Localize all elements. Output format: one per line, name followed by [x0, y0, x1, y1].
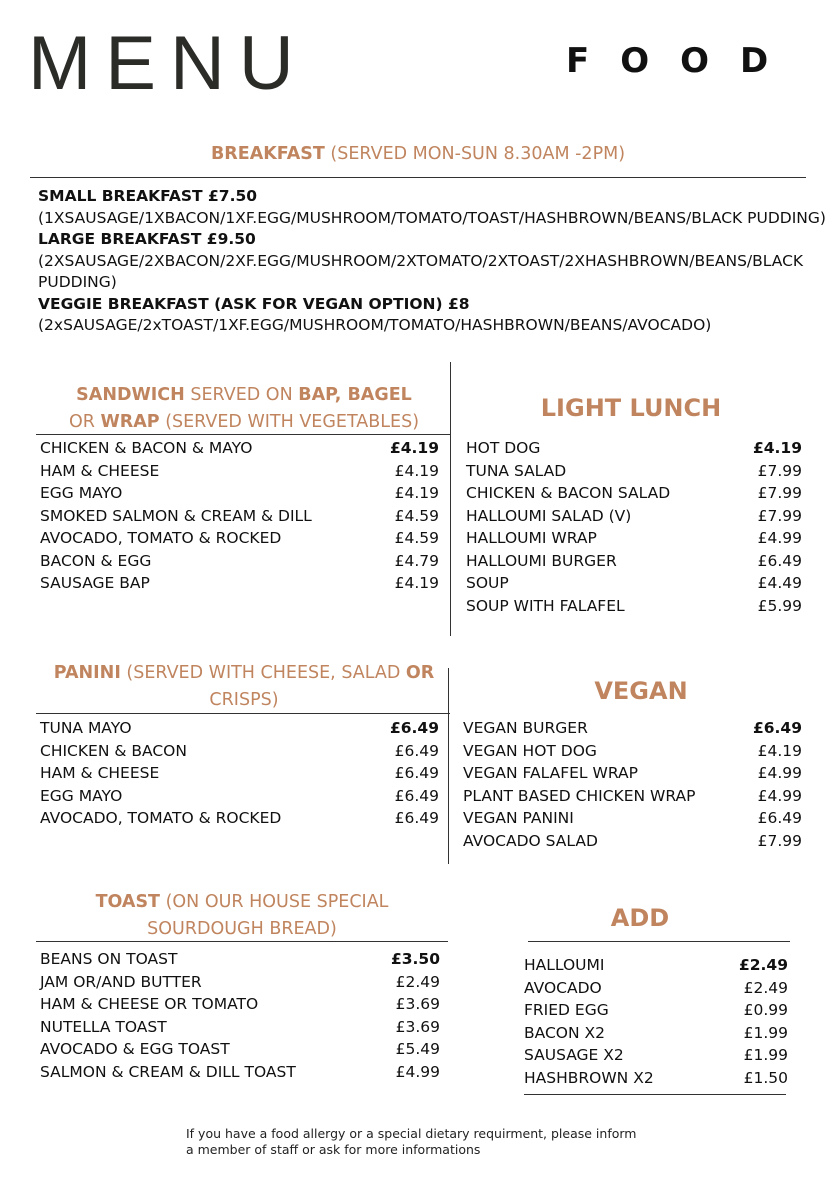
menu-item: [463, 785, 802, 808]
menu-item: [524, 999, 788, 1022]
menu-item-price: £7.99: [757, 506, 802, 525]
menu-item-name: JAM OR/AND BUTTER: [40, 972, 202, 991]
menu-item: [40, 807, 439, 830]
sandwich-heading-bold: WRAP: [100, 412, 160, 432]
vegan-heading: VEGAN: [594, 677, 688, 705]
toast-heading-text: SOURDOUGH BREAD): [147, 919, 337, 939]
menu-item-price: £0.99: [743, 1001, 788, 1019]
menu-item: [40, 762, 439, 785]
breakfast-heading-rest: (SERVED MON-SUN 8.30AM -2PM): [324, 144, 626, 164]
menu-title: MENU: [28, 21, 308, 106]
menu-item: [40, 971, 440, 994]
menu-item-name: VEGAN FALAFEL WRAP: [463, 764, 638, 782]
menu-item-name: SOUP: [466, 574, 509, 592]
allergy-note: [186, 1126, 636, 1158]
add-heading: ADD: [610, 904, 670, 932]
menu-item-name: SOUP WITH FALAFEL: [466, 596, 625, 615]
menu-item-name: AVOCADO: [524, 978, 602, 997]
menu-item: [463, 830, 802, 853]
menu-item: [466, 437, 802, 460]
menu-item-price: £2.49: [395, 972, 440, 991]
menu-item-name: HALLOUMI: [524, 956, 605, 974]
toast-heading: [36, 889, 448, 943]
menu-item-price: £4.59: [394, 529, 439, 547]
breakfast-heading: [30, 141, 806, 168]
menu-item-name: EGG MAYO: [40, 484, 123, 502]
menu-item-name: CHICKEN & BACON SALAD: [466, 484, 671, 502]
vegan-list: [463, 717, 802, 852]
menu-item-name: VEGAN PANINI: [463, 809, 574, 827]
menu-item: [466, 505, 802, 528]
menu-item-price: £1.99: [743, 1023, 788, 1042]
light-lunch-heading: LIGHT LUNCH: [540, 394, 722, 422]
menu-item-name: BEANS ON TOAST: [40, 950, 178, 968]
menu-item-name: VEGAN HOT DOG: [463, 741, 597, 760]
menu-item-name: SMOKED SALMON & CREAM & DILL: [40, 506, 312, 525]
panini-heading-bold: PANINI: [53, 663, 121, 683]
panini-divider: [36, 713, 450, 714]
light-lunch-list: [466, 437, 802, 617]
menu-item: [40, 437, 439, 460]
sandwich-heading-text: (SERVED WITH VEGETABLES): [159, 412, 420, 432]
menu-item: [466, 550, 802, 573]
menu-item: [40, 948, 440, 971]
menu-item-price: £7.99: [757, 831, 802, 850]
breakfast-item-title: LARGE BREAKFAST £9.50: [38, 230, 256, 248]
menu-item-price: £5.49: [395, 1040, 440, 1058]
add-divider-bottom: [524, 1094, 786, 1095]
sandwich-heading-text: SERVED ON: [184, 385, 299, 405]
menu-item: [40, 550, 439, 573]
menu-item-name: SALMON & CREAM & DILL TOAST: [40, 1062, 296, 1081]
menu-item-name: HALLOUMI WRAP: [466, 529, 597, 547]
menu-item-price: £4.99: [757, 786, 802, 805]
menu-item: [40, 1038, 440, 1061]
menu-item-price: £5.99: [757, 596, 802, 615]
column-divider: [450, 362, 451, 636]
breakfast-item-desc: (1XSAUSAGE/1XBACON/1XF.EGG/MUSHROOM/TOMATO/TOAST/HASHBROWN/BEANS/BLACK PUDDING): [38, 208, 826, 227]
menu-item-name: CHICKEN & BACON: [40, 741, 187, 760]
menu-item: [524, 1044, 788, 1067]
menu-item-price: £6.49: [394, 764, 439, 782]
menu-item-name: SAUSAGE BAP: [40, 574, 150, 592]
breakfast-item-desc: (2XSAUSAGE/2XBACON/2XF.EGG/MUSHROOM/2XTOMATO/2XTOAST/2XHASHBROWN/BEANS/BLACK PUDDING): [38, 251, 804, 291]
menu-item-price: £6.49: [757, 551, 802, 570]
menu-item-price: £4.99: [757, 764, 802, 782]
menu-item: [40, 993, 440, 1016]
menu-item-price: £2.49: [743, 978, 788, 997]
menu-item: [524, 954, 788, 977]
add-list: [524, 954, 788, 1089]
menu-item: [463, 807, 802, 830]
allergy-note-line: If you have a food allergy or a special dietary requirment, please inform: [186, 1126, 637, 1141]
menu-item-price: £4.19: [752, 439, 802, 457]
menu-item-name: BACON X2: [524, 1023, 605, 1042]
add-divider-top: [528, 941, 790, 942]
menu-item: [466, 482, 802, 505]
menu-item: [463, 762, 802, 785]
menu-item-name: HAM & CHEESE OR TOMATO: [40, 995, 259, 1013]
menu-item-price: £4.59: [394, 506, 439, 525]
sandwich-heading-bold: BAP, BAGEL: [298, 385, 412, 405]
sandwich-heading: [38, 382, 450, 436]
menu-item-name: HAM & CHEESE: [40, 764, 160, 782]
menu-item-name: HALLOUMI SALAD (V): [466, 506, 632, 525]
menu-item-name: FRIED EGG: [524, 1001, 609, 1019]
menu-item-price: £7.99: [757, 484, 802, 502]
menu-item-name: BACON & EGG: [40, 551, 152, 570]
menu-item-name: HOT DOG: [466, 439, 541, 457]
column-divider: [448, 668, 449, 864]
menu-item-name: TUNA SALAD: [466, 461, 567, 480]
menu-item: [40, 482, 439, 505]
menu-item-price: £3.50: [390, 950, 440, 968]
menu-item: [524, 1067, 788, 1090]
menu-item: [40, 1016, 440, 1039]
menu-item-name: HASHBROWN X2: [524, 1068, 654, 1087]
menu-item-name: AVOCADO SALAD: [463, 831, 598, 850]
menu-item-name: AVOCADO & EGG TOAST: [40, 1040, 230, 1058]
toast-heading-bold: TOAST: [95, 892, 160, 912]
menu-item: [524, 977, 788, 1000]
menu-item-price: £3.69: [395, 995, 440, 1013]
toast-list: [40, 948, 440, 1083]
menu-item-price: £1.99: [743, 1046, 788, 1064]
menu-item-name: NUTELLA TOAST: [40, 1017, 167, 1036]
menu-item: [40, 527, 439, 550]
menu-item-name: PLANT BASED CHICKEN WRAP: [463, 786, 696, 805]
toast-divider: [36, 941, 448, 942]
menu-item-price: £4.99: [395, 1062, 440, 1081]
menu-item-price: £6.49: [389, 719, 439, 737]
sandwich-heading-bold: SANDWICH: [76, 385, 185, 405]
menu-item: [40, 572, 439, 595]
menu-item: [40, 505, 439, 528]
breakfast-heading-bold: BREAKFAST: [210, 144, 325, 164]
breakfast-list: [38, 186, 828, 337]
menu-item: [40, 1061, 440, 1084]
sandwich-divider: [36, 434, 450, 435]
menu-item: [466, 527, 802, 550]
menu-item: [40, 785, 439, 808]
menu-item-price: £1.50: [743, 1068, 788, 1087]
breakfast-divider: [30, 177, 806, 178]
menu-item: [524, 1022, 788, 1045]
menu-item-name: VEGAN BURGER: [463, 719, 588, 737]
menu-item-price: £2.49: [738, 956, 788, 974]
menu-item-price: £4.19: [394, 574, 439, 592]
menu-item-price: £4.19: [389, 439, 439, 457]
menu-item-name: CHICKEN & BACON & MAYO: [40, 439, 253, 457]
menu-item-price: £6.49: [394, 786, 439, 805]
food-title: FOOD: [566, 41, 800, 81]
menu-item: [466, 572, 802, 595]
menu-item-price: £6.49: [394, 809, 439, 827]
menu-item-price: £6.49: [394, 741, 439, 760]
menu-item: [463, 717, 802, 740]
menu-item: [40, 460, 439, 483]
menu-item-name: TUNA MAYO: [40, 719, 132, 737]
breakfast-item-title: SMALL BREAKFAST £7.50: [38, 187, 258, 205]
menu-item-price: £4.79: [394, 551, 439, 570]
menu-item-name: EGG MAYO: [40, 786, 123, 805]
menu-item-name: AVOCADO, TOMATO & ROCKED: [40, 809, 282, 827]
menu-item-name: HAM & CHEESE: [40, 461, 160, 480]
menu-item: [463, 740, 802, 763]
panini-heading: [38, 660, 450, 714]
menu-item-price: £4.19: [394, 461, 439, 480]
menu-item-name: AVOCADO, TOMATO & ROCKED: [40, 529, 282, 547]
menu-item-price: £4.49: [757, 574, 802, 592]
menu-item: [466, 595, 802, 618]
menu-item-price: £7.99: [757, 461, 802, 480]
menu-item-name: SAUSAGE X2: [524, 1046, 624, 1064]
menu-item-price: £6.49: [752, 719, 802, 737]
menu-item-price: £4.19: [757, 741, 802, 760]
breakfast-item-title: VEGGIE BREAKFAST (ASK FOR VEGAN OPTION) £8: [38, 294, 470, 313]
menu-item-price: £4.99: [757, 529, 802, 547]
sandwich-list: [40, 437, 439, 595]
menu-item-name: HALLOUMI BURGER: [466, 551, 617, 570]
sandwich-heading-text: OR: [68, 412, 101, 432]
menu-item: [466, 460, 802, 483]
allergy-note-line: a member of staff or ask for more informations: [186, 1142, 481, 1157]
panini-heading-bold: OR: [405, 663, 435, 683]
menu-item-price: £6.49: [757, 809, 802, 827]
menu-item-price: £3.69: [395, 1017, 440, 1036]
toast-heading-text: (ON OUR HOUSE SPECIAL: [160, 892, 389, 912]
panini-heading-text: (SERVED WITH CHEESE, SALAD: [120, 663, 406, 683]
breakfast-item-desc: (2xSAUSAGE/2xTOAST/1XF.EGG/MUSHROOM/TOMATO/HASHBROWN/BEANS/AVOCADO): [38, 316, 712, 334]
panini-heading-text: CRISPS): [209, 690, 279, 710]
panini-list: [40, 717, 439, 830]
menu-item: [40, 717, 439, 740]
menu-item: [40, 740, 439, 763]
menu-item-price: £4.19: [394, 484, 439, 502]
